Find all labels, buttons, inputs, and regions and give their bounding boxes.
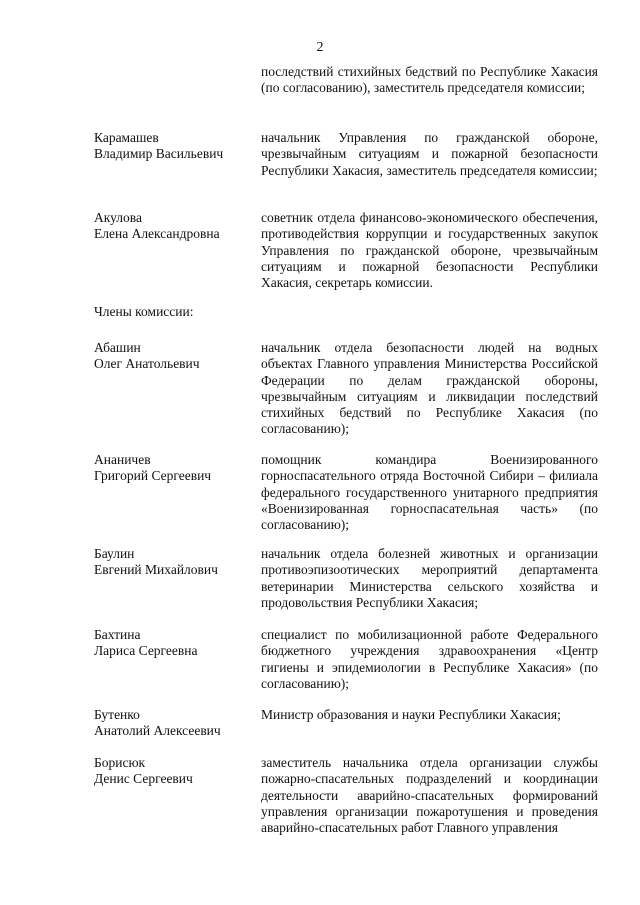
person-role: начальник Управления по гражданской обороне, чрезвычайным ситуациям и пожарной безопасности Республики Хакасия, заместитель председателя комиссии; (261, 130, 598, 178)
members-heading: Члены комиссии: (94, 304, 194, 319)
person-name: Акулова Елена Александровна (94, 210, 220, 242)
person-role: помощник командира Военизированного горноспасательного отряда Восточной Сибири – филиала федерального государственного унитарного предприятия «Военизированная горноспасательная часть» (по согласованию); (261, 452, 598, 533)
person-role: заместитель начальника отдела организации службы пожарно-спасательных подразделений и координации деятельности аварийно-спасательных формирований управления организации пожаротушения и проведения аварийно-спасательных работ Главного управления (261, 755, 598, 836)
person-name: Бахтина Лариса Сергеевна (94, 627, 198, 659)
person-name: Борисюк Денис Сергеевич (94, 755, 193, 787)
person-role: Министр образования и науки Республики Хакасия; (261, 707, 561, 722)
person-name: Ананичев Григорий Сергеевич (94, 452, 212, 484)
person-name: Бутенко Анатолий Алексеевич (94, 707, 221, 739)
person-name: Карамашев Владимир Васильевич (94, 130, 224, 162)
person-role: начальник отдела безопасности людей на водных объектах Главного управления Министерства Российской Федерации по делам гражданской обороны, чрезвычайным ситуациям и ликвидации последствий стихийных бедствий по Республике Хакасия (по согласованию); (261, 340, 598, 437)
continuation-role: последствий стихийных бедствий по Республике Хакасия (по согласованию), заместитель председателя комиссии; (261, 64, 598, 96)
person-name: Баулин Евгений Михайлович (94, 546, 218, 578)
person-role: советник отдела финансово-экономического обеспечения, противодействия коррупции и государственных закупок Управления по гражданской обороне, чрезвычайным ситуациям и пожарной безопасности Республики Хакасия, секретарь комиссии. (261, 210, 598, 291)
person-role: специалист по мобилизационной работе Федерального бюджетного учреждения здравоохранения «Центр гигиены и эпидемиологии в Республике Хакасия» (по согласованию); (261, 627, 598, 691)
person-role: начальник отдела болезней животных и организации противоэпизоотических мероприятий департамента ветеринарии Министерства сельского хозяйства и продовольствия Республики Хакасия; (261, 546, 598, 610)
page-number: 2 (316, 40, 324, 55)
person-name: Абашин Олег Анатольевич (94, 340, 200, 372)
